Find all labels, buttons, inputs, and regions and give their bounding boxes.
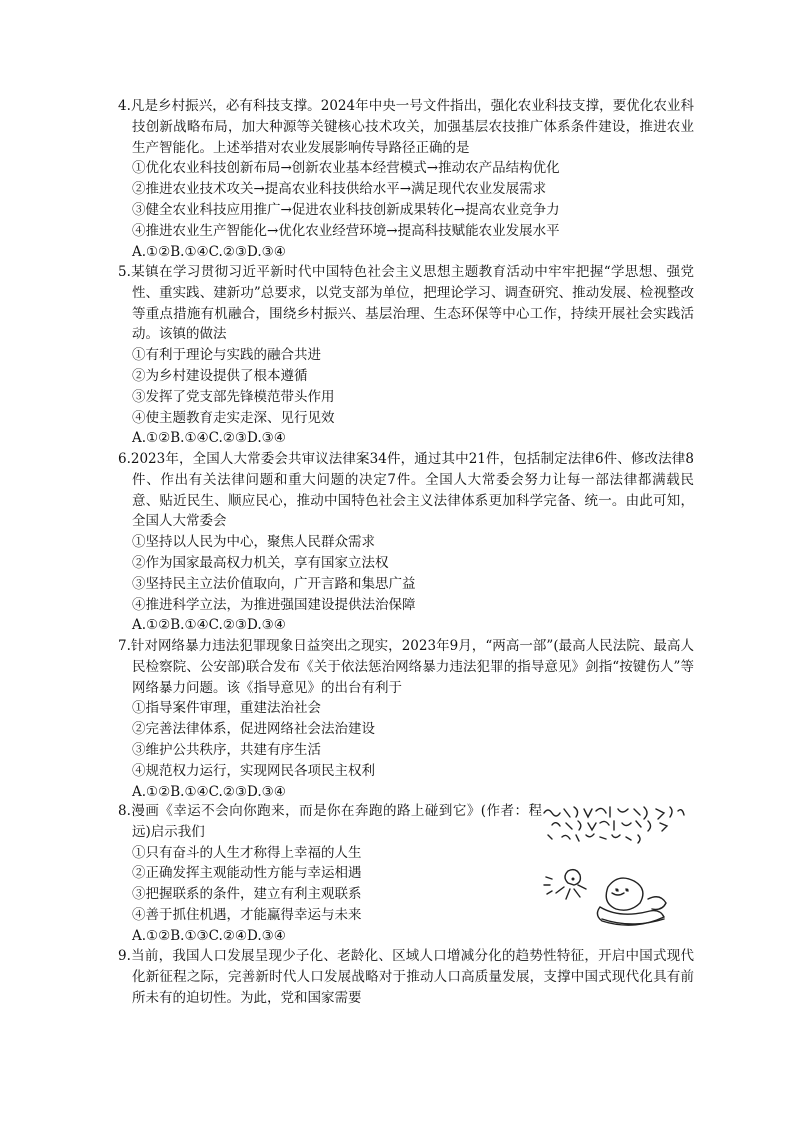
option-1: ①指导案件审理，重建法治社会 — [132, 700, 321, 717]
option-4: ④推进科学立法，为推进强国建设提供法治保障 — [132, 596, 416, 613]
option-1: ①优化农业科技创新布局→创新农业基本经营模式→推动农产品结构优化 — [132, 160, 560, 177]
answer-choices: A.①②B.①③C.②④D.③④ — [132, 927, 286, 944]
option-4: ④使主题教育走实走深、见行见效 — [132, 409, 335, 426]
option-3: ③维护公共秩序，共建有序生活 — [132, 741, 321, 758]
option-2: ②完善法律体系，促进网络社会法治建设 — [132, 721, 375, 738]
question-stem: 4.凡是乡村振兴，必有科技支撑。2024年中央一号文件指出，强化农业科技支撑，要优化农业科技创新战略布局，加大种源等关键核心技术攻关，加强基层农技推广体系条件建设，推进农业生产智能化。上述举措对农业发展影响传导路径正确的是 — [118, 98, 694, 156]
option-3: ③坚持民主立法价值取向，广开言路和集思广益 — [132, 575, 416, 592]
option-4: ④善于抓住机遇，才能赢得幸运与未来 — [132, 906, 362, 923]
question-6 — [118, 449, 694, 636]
option-1: ①只有奋斗的人生才称得上幸福的人生 — [132, 844, 362, 861]
option-2: ②作为国家最高权力机关，享有国家立法权 — [132, 554, 389, 571]
option-3: ③健全农业科技应用推广→促进农业科技创新成果转化→提高农业竞争力 — [132, 201, 560, 218]
option-2: ②为乡村建设提供了根本遵循 — [132, 367, 308, 384]
answer-choices: A.①②B.①④C.②③D.③④ — [132, 243, 286, 260]
question-4 — [118, 96, 694, 262]
option-2: ②正确发挥主观能动性方能与幸运相遇 — [132, 865, 362, 882]
option-4: ④规范权力运行，实现网民各项民主权利 — [132, 762, 375, 779]
question-stem: 9.当前，我国人口发展呈现少子化、老龄化、区域人口增减分化的趋势性特征，开启中国式现代化新征程之际，完善新时代人口发展战略对于推动人口高质量发展，支撑中国式现代化具有前所未有的迫切性。为此，党和国家需要 — [118, 948, 694, 1006]
option-1: ①有利于理论与实践的融合共进 — [132, 347, 321, 364]
question-stem: 7.针对网络暴力违法犯罪现象日益突出之现实，2023年9月，“两高一部”(最高人民法院、最高人民检察院、公安部)联合发布《关于依法惩治网络暴力违法犯罪的指导意见》剑指“按键伤人”等网络暴力问题。该《指导意见》的出台有利于 — [118, 638, 694, 696]
answer-choices: A.①②B.①④C.②③D.③④ — [132, 617, 286, 634]
option-3: ③把握联系的条件，建立有利主观联系 — [132, 886, 362, 903]
question-9 — [118, 946, 694, 1008]
cartoon-illustration — [538, 799, 690, 933]
question-stem: 6.2023年，全国人大常委会共审议法律案34件，通过其中21件，包括制定法律6件、修改法律8件、作出有关法律问题和重大问题的决定7件。全国人大常委会努力让每一部法律都满载民意、贴近民生、顺应民心，推动中国特色社会主义法律体系更加科学完备、统一。由此可知，全国人大常委会 — [118, 451, 694, 530]
question-5 — [118, 262, 694, 449]
question-stem: 8.漫画《幸运不会向你跑来，而是你在奔跑的路上碰到它》(作者：程远)启示我们 — [118, 803, 542, 840]
option-1: ①坚持以人民为中心，聚焦人民群众需求 — [132, 534, 375, 551]
answer-choices: A.①②B.①④C.②③D.③④ — [132, 430, 286, 447]
question-stem: 5.某镇在学习贯彻习近平新时代中国特色社会主义思想主题教育活动中牢牢把握“学思想、强党性、重实践、建新功”总要求，以党支部为单位，把理论学习、调查研究、推动发展、检视整改等重点措施有机融合，围绕乡村振兴、基层治理、生态环保等中心工作，持续开展社会实践活动。该镇的做法 — [118, 264, 694, 343]
option-3: ③发挥了党支部先锋模范带头作用 — [132, 388, 335, 405]
answer-choices: A.①②B.①④C.②③D.③④ — [132, 783, 286, 800]
option-2: ②推进农业技术攻关→提高农业科技供给水平→满足现代农业发展需求 — [132, 181, 547, 198]
option-4: ④推进农业生产智能化→优化农业经营环境→提高科技赋能农业发展水平 — [132, 222, 560, 239]
question-7 — [118, 636, 694, 802]
